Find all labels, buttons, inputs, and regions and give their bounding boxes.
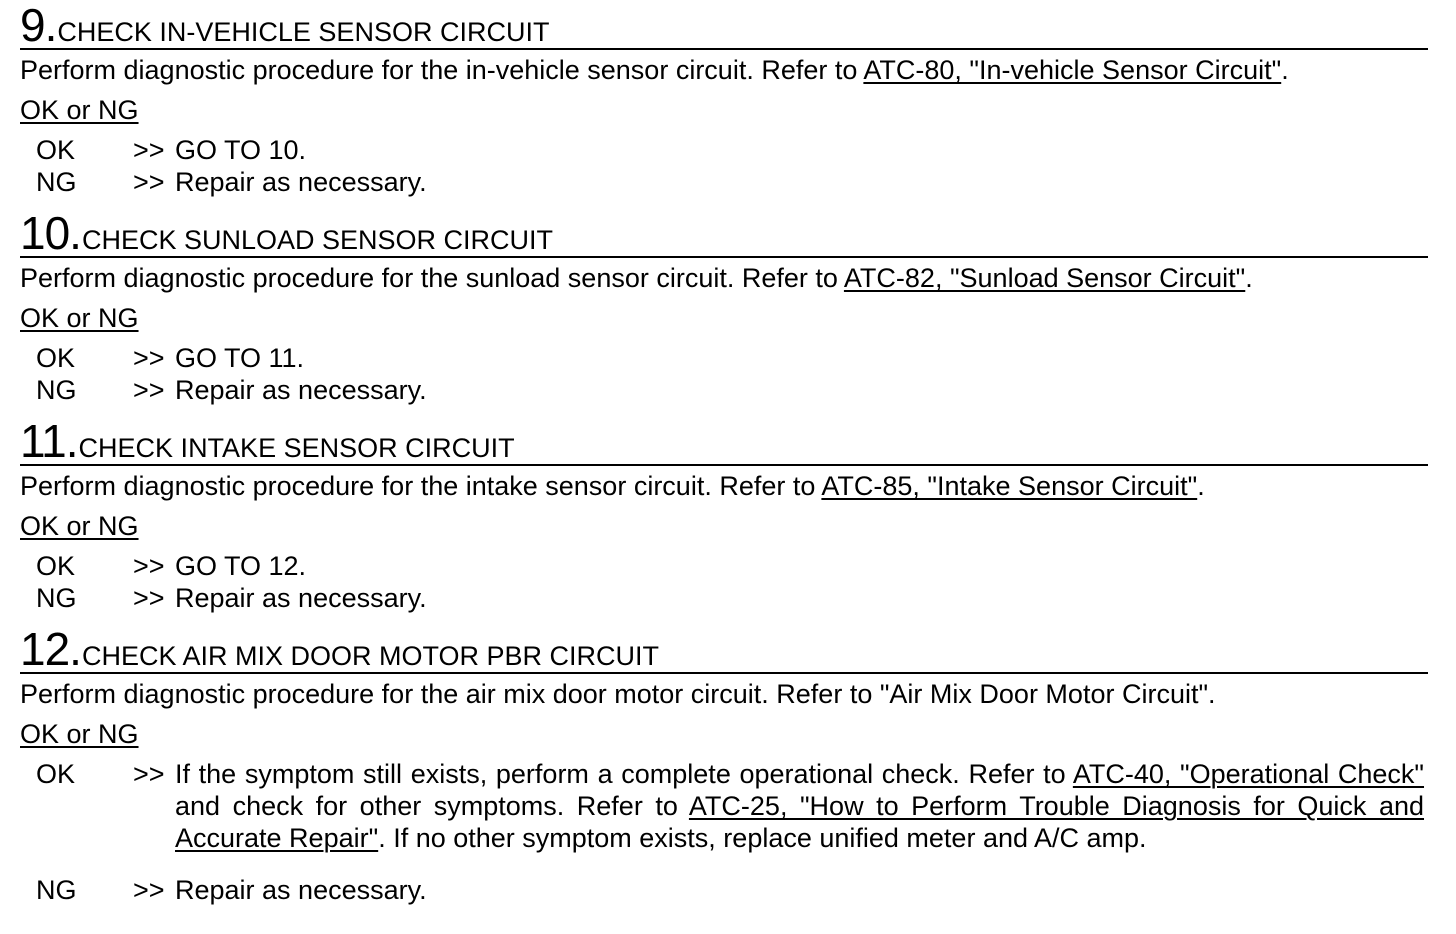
result-text: Repair as necessary. [175, 583, 427, 613]
step-number: 10 [20, 207, 70, 259]
step-dot: . [69, 207, 82, 259]
reference-link[interactable]: ATC-82, "Sunload Sensor Circuit" [843, 263, 1246, 293]
result-key: NG [36, 167, 77, 197]
ok-or-ng-label: OK or NG [20, 511, 139, 541]
step-dot: . [44, 0, 58, 51]
arrow-icon: >> [133, 551, 165, 581]
arrow-icon: >> [133, 135, 165, 165]
result-text: Repair as necessary. [175, 375, 427, 405]
results-list [20, 134, 1428, 198]
step-number: 9 [20, 0, 45, 51]
result-key: OK [36, 551, 76, 581]
step-10 [20, 207, 1428, 406]
arrow-icon: >> [133, 583, 165, 613]
step-title: CHECK INTAKE SENSOR CIRCUIT [78, 433, 515, 463]
result-ng [20, 374, 1428, 406]
arrow-icon: >> [133, 375, 165, 405]
result-ok [20, 758, 1428, 854]
result-ok [20, 342, 1428, 374]
arrow-icon: >> [133, 875, 165, 905]
result-key: OK [36, 759, 76, 789]
step-9 [20, 2, 1428, 198]
step-description: Perform diagnostic procedure for the intake sensor circuit. Refer to ATC-85, "Intake Sensor Circuit". [20, 471, 1205, 501]
reference-link[interactable]: ATC-80, "In-vehicle Sensor Circuit" [863, 55, 1282, 85]
result-text: GO TO 10. [175, 135, 307, 165]
step-title: CHECK SUNLOAD SENSOR CIRCUIT [81, 225, 554, 255]
step-title: CHECK IN-VEHICLE SENSOR CIRCUIT [57, 17, 550, 47]
step-header [20, 415, 1428, 467]
step-title: CHECK AIR MIX DOOR MOTOR PBR CIRCUIT [81, 641, 659, 671]
arrow-icon: >> [133, 167, 165, 197]
reference-link-trouble-diagnosis[interactable]: ATC-25, "How to Perform Trouble Diagnosis for Quick and Accurate Repair" [175, 791, 1425, 853]
result-text: GO TO 12. [175, 551, 307, 581]
result-ng [20, 874, 1428, 906]
result-ng [20, 166, 1428, 198]
result-ng [20, 582, 1428, 614]
step-12 [20, 623, 1428, 906]
ok-or-ng-label: OK or NG [20, 719, 139, 749]
step-description: Perform diagnostic procedure for the air mix door motor circuit. Refer to "Air Mix Door Motor Circuit". [20, 679, 1216, 709]
step-11 [20, 415, 1428, 614]
result-text: If the symptom still exists, perform a complete operational check. Refer to ATC-40, "Operational Check" and check for other symptoms. Refer to ATC-25, "How to Perform Trouble Diagnosis for Quick and Accurate Repair". If no other symptom exists, replace unified meter and A/C amp. [175, 759, 1425, 853]
step-dot: . [65, 415, 79, 467]
step-header [20, 623, 1428, 675]
step-header [20, 207, 1428, 259]
result-key: NG [36, 583, 77, 613]
step-description: Perform diagnostic procedure for the sunload sensor circuit. Refer to ATC-82, "Sunload Sensor Circuit". [20, 263, 1253, 293]
step-header [20, 2, 1428, 50]
result-ok [20, 134, 1428, 166]
arrow-icon: >> [133, 343, 165, 373]
reference-link[interactable]: ATC-85, "Intake Sensor Circuit" [821, 471, 1198, 501]
step-number: 11 [20, 415, 66, 467]
result-key: NG [36, 375, 77, 405]
result-ok [20, 550, 1428, 582]
result-key: OK [36, 343, 76, 373]
result-key: NG [36, 875, 77, 905]
ok-or-ng-label: OK or NG [20, 95, 139, 125]
ok-or-ng-label: OK or NG [20, 303, 139, 333]
result-text: Repair as necessary. [175, 875, 427, 905]
results-list [20, 758, 1428, 906]
result-text: GO TO 11. [175, 343, 305, 373]
arrow-icon: >> [133, 759, 165, 789]
results-list [20, 342, 1428, 406]
result-text: Repair as necessary. [175, 167, 427, 197]
results-list [20, 550, 1428, 614]
step-number: 12 [20, 623, 70, 675]
step-description: Perform diagnostic procedure for the in-vehicle sensor circuit. Refer to ATC-80, "In-vehicle Sensor Circuit". [20, 55, 1289, 85]
step-dot: . [69, 623, 82, 675]
result-key: OK [36, 135, 76, 165]
reference-link-operational-check[interactable]: ATC-40, "Operational Check" [1072, 759, 1425, 789]
